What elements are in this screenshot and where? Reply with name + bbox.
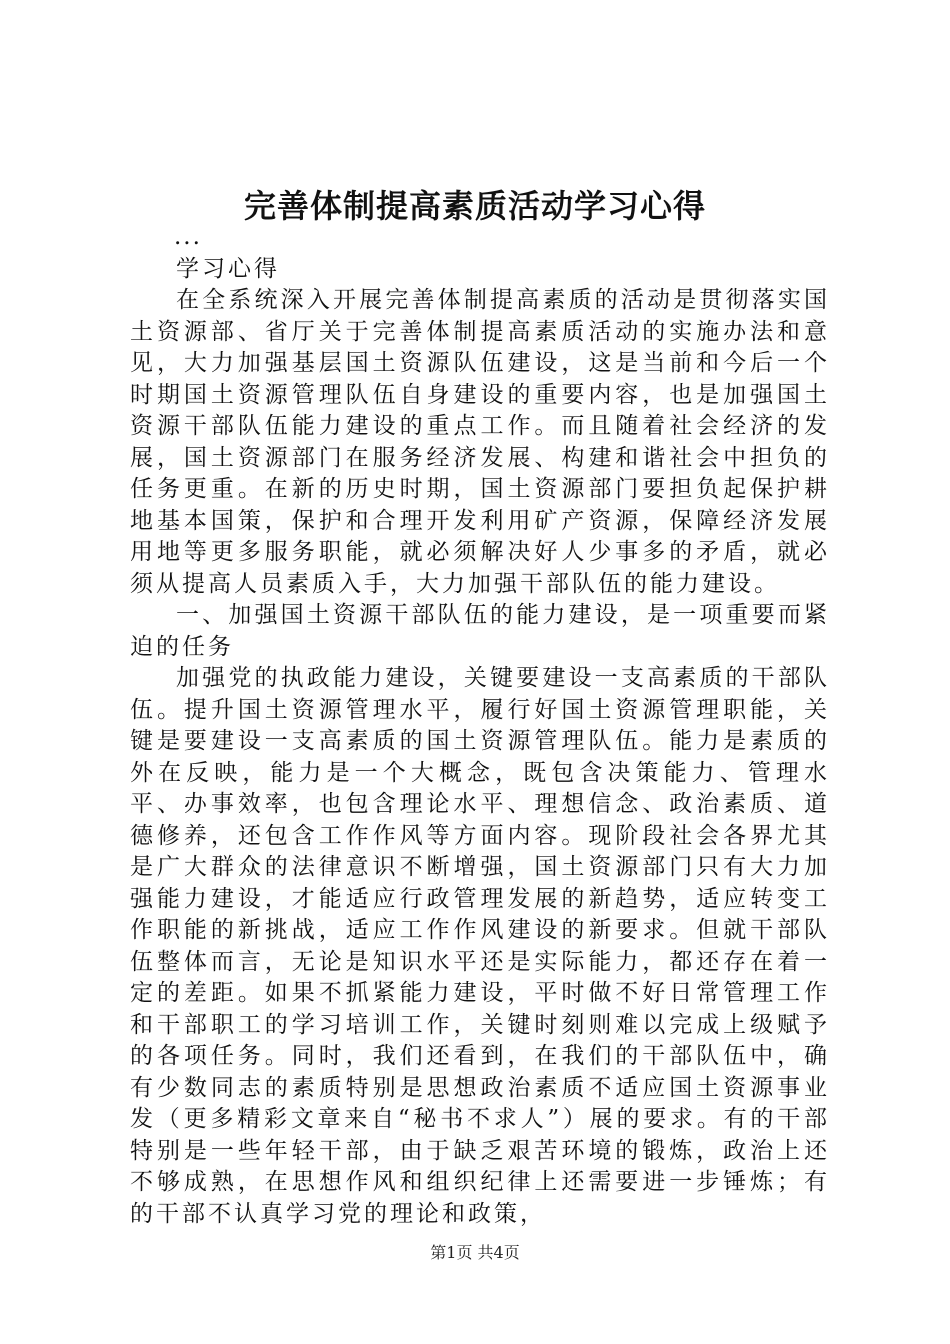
page-number: 第1页 共4页: [430, 1243, 520, 1262]
section-heading-1: 一、加强国土资源干部队伍的能力建设，是一项重要而紧迫的任务: [130, 602, 830, 660]
document-body: [130, 222, 830, 1230]
paragraph-section-1: 加强党的执政能力建设，关键要建设一支高素质的干部队伍。提升国土资源管理水平，履行好国土资源管理职能，关键是要建设一支高素质的国土资源管理队伍。能力是素质的外在反映，能力是一个大概念，既包含决策能力、管理水平、办事效率，也包含理论水平、理想信念、政治素质、道德修养，还包含工作作风等方面内容。现阶段社会各界尤其是广大群众的法律意识不断增强，国土资源部门只有大力加强能力建设，才能适应行政管理发展的新趋势，适应转变工作职能的新挑战，适应工作作风建设的新要求。但就干部队伍整体而言，无论是知识水平还是实际能力，都还存在着一定的差距。如果不抓紧能力建设，平时做不好日常管理工作和干部职工的学习培训工作，关键时刻则难以完成上级赋予的各项任务。同时，我们还看到，在我们的干部队伍中，确有少数同志的素质特别是思想政治素质不适应国土资源事业发（更多精彩文章来自“秘书不求人”）展的要求。有的干部特别是一些年轻干部，由于缺乏艰苦环境的锻炼，政治上还不够成熟，在思想作风和组织纪律上还需要进一步锤炼；有的干部不认真学习党的理论和政策，: [130, 665, 830, 1227]
paragraph-list: [130, 285, 830, 1230]
document-subtitle: 学习心得: [176, 255, 280, 282]
ellipsis-text: ...: [174, 224, 202, 250]
document-title: 完善体制提高素质活动学习心得: [243, 187, 706, 225]
paragraph-intro: 在全系统深入开展完善体制提高素质的活动是贯彻落实国土资源部、省厅关于完善体制提高素质活动的实施办法和意见，大力加强基层国土资源队伍建设，这是当前和今后一个时期国土资源管理队伍自身建设的重要内容，也是加强国土资源干部队伍能力建设的重点工作。而且随着社会经济的发展，国土资源部门在服务经济发展、构建和谐社会中担负的任务更重。在新的历史时期，国土资源部门要担负起保护耕地基本国策，保护和合理开发利用矿产资源，保障经济发展用地等更多服务职能，就必须解决好人少事多的矛盾，就必须从提高人员素质入手，大力加强干部队伍的能力建设。: [130, 287, 830, 597]
